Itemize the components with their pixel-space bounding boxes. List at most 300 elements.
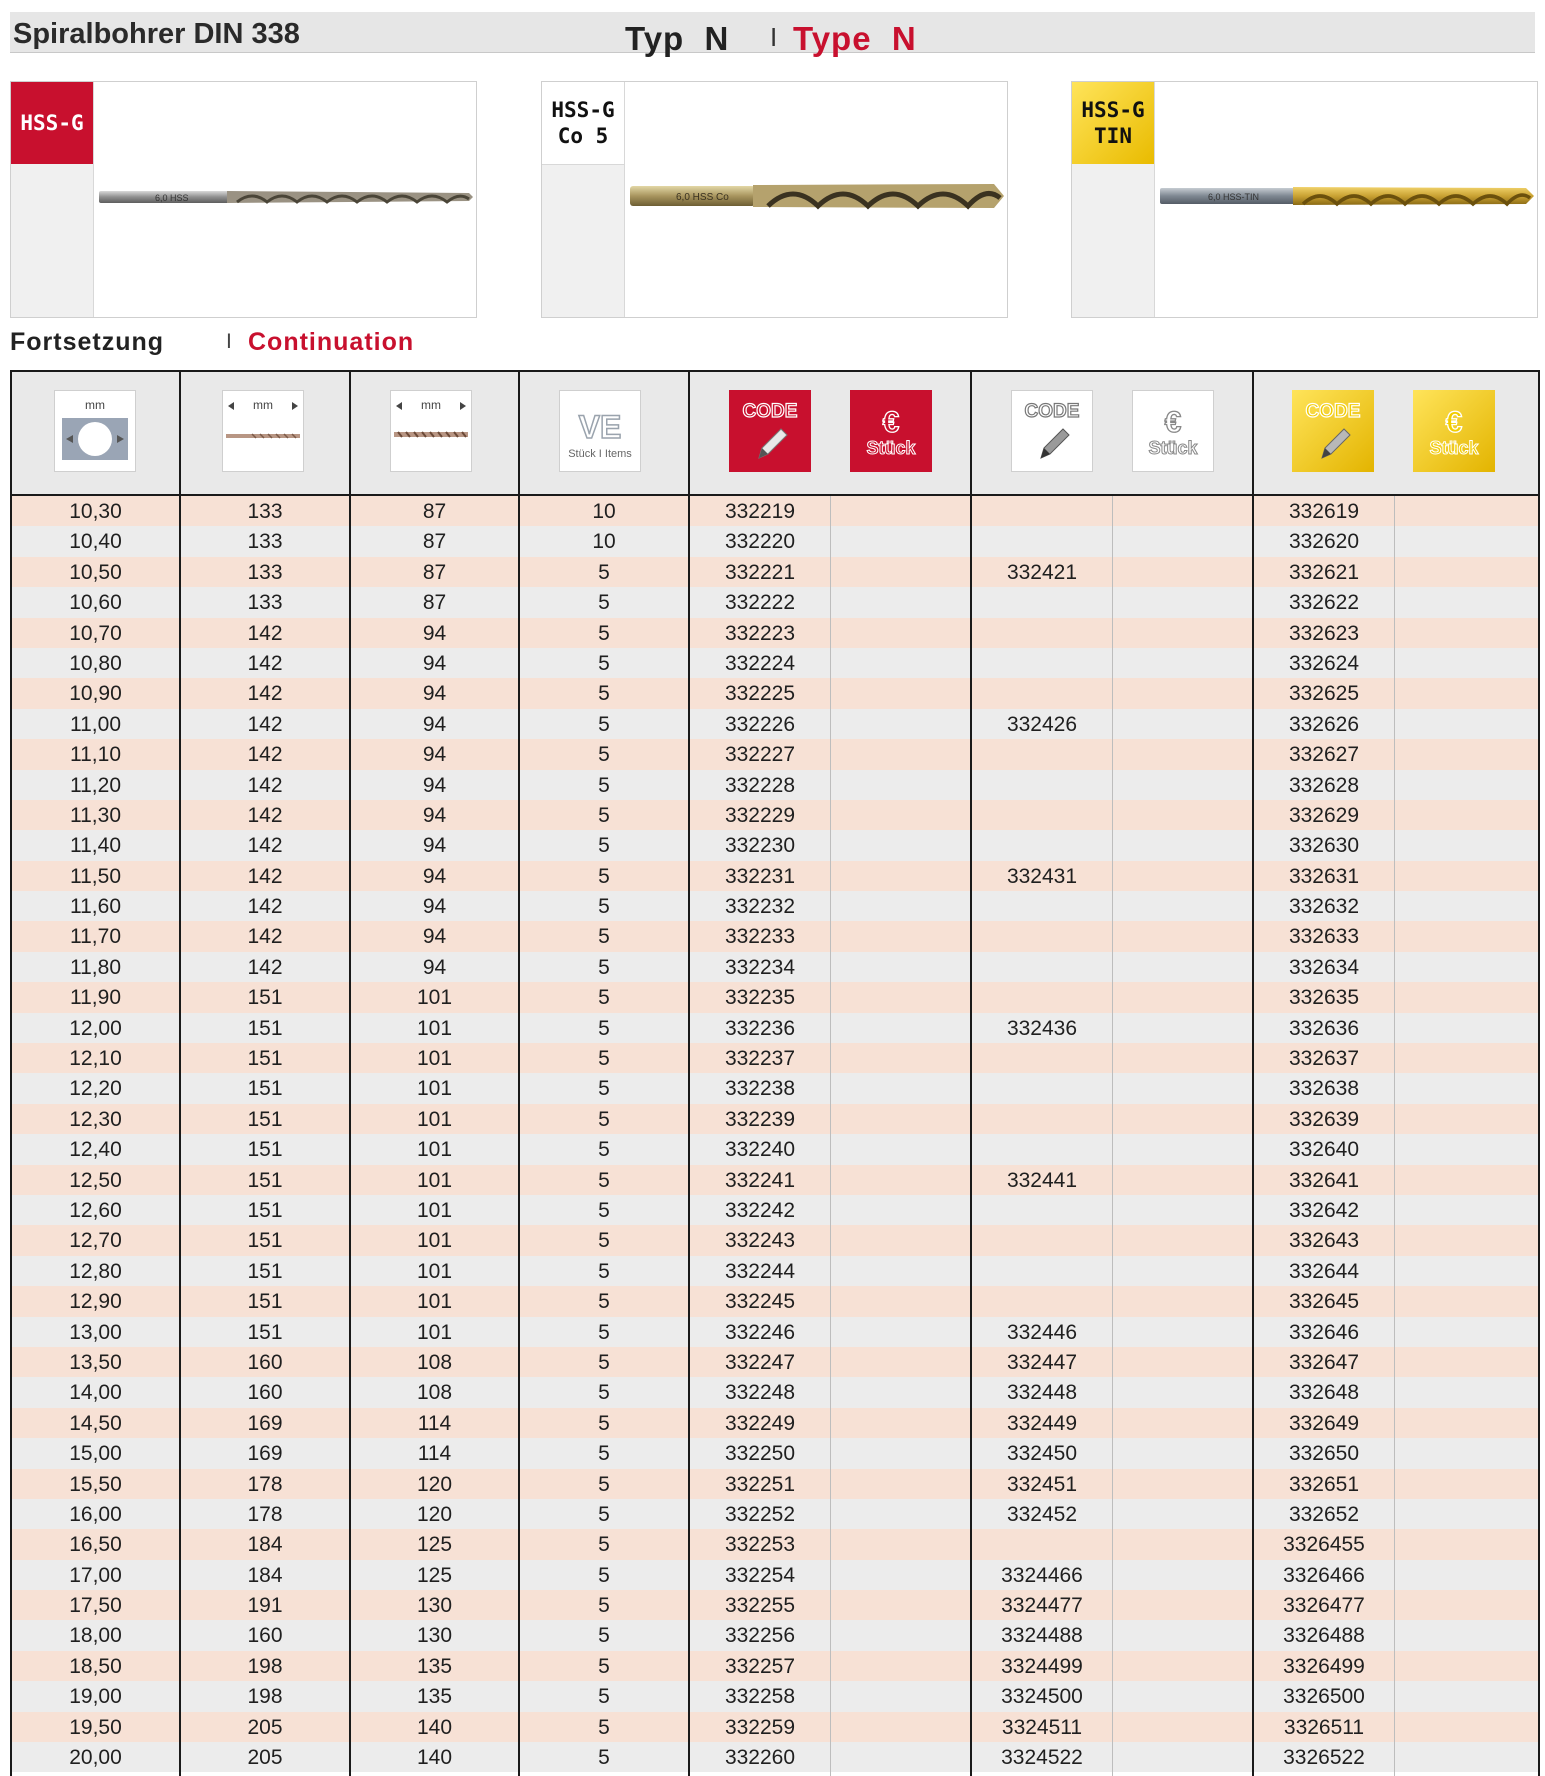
diameter-cell: 10,90 bbox=[69, 682, 122, 706]
code-hss-g-co5-cell: 3324511 bbox=[1001, 1715, 1083, 1739]
table-row bbox=[12, 678, 1538, 708]
diameter-cell: 11,50 bbox=[70, 864, 121, 888]
packing-unit-icon bbox=[559, 390, 641, 472]
code-hss-g-tin-cell: 3326466 bbox=[1283, 1563, 1365, 1587]
code-hss-g-tin-cell: 332628 bbox=[1288, 773, 1360, 797]
total-length-cell: 151 bbox=[247, 1077, 283, 1101]
total-length-cell: 133 bbox=[247, 591, 283, 615]
code-hss-g-tin-cell: 332645 bbox=[1288, 1290, 1360, 1314]
column-divider bbox=[688, 372, 690, 1776]
flute-length-cell: 94 bbox=[422, 803, 447, 827]
flute-length-cell: 94 bbox=[422, 773, 447, 797]
code-hss-g-co5-cell bbox=[972, 1195, 1112, 1225]
total-length-cell: 142 bbox=[247, 743, 283, 767]
packing-unit-cell: 5 bbox=[598, 1229, 610, 1253]
packing-unit-cell: 10 bbox=[592, 530, 616, 554]
table-row bbox=[12, 1256, 1538, 1286]
flute-length-cell: 101 bbox=[416, 1168, 453, 1192]
code-hss-g-tin-cell: 332647 bbox=[1288, 1350, 1360, 1374]
diameter-cell: 12,20 bbox=[69, 1077, 122, 1101]
code-hss-g-tin-cell: 332634 bbox=[1288, 955, 1360, 979]
code-hss-g-co5-cell bbox=[972, 1529, 1112, 1559]
packing-unit-cell: 5 bbox=[598, 1502, 610, 1526]
drill-bit-image bbox=[628, 176, 1004, 216]
flute-length-cell: 135 bbox=[416, 1685, 453, 1709]
code-hss-g-tin-cell: 3326511 bbox=[1283, 1715, 1365, 1739]
code-hss-g-co5-cell: 3324500 bbox=[1001, 1685, 1083, 1709]
flute-length-cell: 120 bbox=[416, 1472, 453, 1496]
badge-label-line2: TIN bbox=[1094, 124, 1132, 148]
drill-engraving: 6,0 HSS bbox=[155, 193, 189, 203]
code-hss-g-tin-cell: 332627 bbox=[1288, 743, 1360, 767]
diameter-cell: 17,50 bbox=[69, 1594, 122, 1618]
table-row bbox=[12, 739, 1538, 769]
diameter-cell: 18,00 bbox=[69, 1624, 122, 1648]
drill-engraving: 6,0 HSS-TIN bbox=[1208, 192, 1260, 202]
code-hss-g-tin-cell: 3326522 bbox=[1283, 1746, 1365, 1770]
flute-length-cell: 94 bbox=[422, 682, 447, 706]
table-row bbox=[12, 1104, 1538, 1134]
total-length-cell: 178 bbox=[247, 1472, 283, 1496]
code-hss-g-co5-cell bbox=[972, 830, 1112, 860]
material-badge bbox=[11, 82, 93, 164]
diameter-cell: 12,70 bbox=[69, 1229, 122, 1253]
packing-unit-cell: 5 bbox=[598, 834, 610, 858]
code-hss-g-cell: 332237 bbox=[724, 1047, 796, 1071]
material-badge bbox=[1072, 82, 1154, 164]
code-hss-g-cell: 332240 bbox=[724, 1138, 796, 1162]
table-row bbox=[12, 1408, 1538, 1438]
diameter-cell: 11,80 bbox=[70, 955, 121, 979]
total-length-cell: 151 bbox=[247, 1107, 283, 1131]
code-hss-g-co5-cell bbox=[972, 921, 1112, 951]
total-length-cell: 142 bbox=[247, 895, 283, 919]
code-hss-g-cell: 332247 bbox=[724, 1350, 796, 1374]
table-row bbox=[12, 1469, 1538, 1499]
total-length-cell: 205 bbox=[247, 1746, 283, 1770]
total-length-cell: 198 bbox=[247, 1654, 283, 1678]
total-length-cell: 151 bbox=[247, 1016, 283, 1040]
flute-length-cell: 94 bbox=[422, 621, 447, 645]
code-gold-icon bbox=[1292, 390, 1374, 472]
packing-unit-cell: 5 bbox=[598, 1107, 610, 1131]
code-hss-g-co5-cell bbox=[972, 1104, 1112, 1134]
total-length-cell: 142 bbox=[247, 651, 283, 675]
table-row bbox=[12, 1195, 1538, 1225]
total-length-cell: 142 bbox=[247, 621, 283, 645]
code-hss-g-cell: 332222 bbox=[724, 591, 796, 615]
column-divider bbox=[179, 372, 181, 1776]
flute-length-cell: 94 bbox=[422, 651, 447, 675]
code-hss-g-cell: 332223 bbox=[724, 621, 796, 645]
continuation-label-de: Fortsetzung bbox=[10, 328, 165, 356]
total-length-cell: 133 bbox=[247, 560, 283, 584]
flute-length-cell: 114 bbox=[417, 1442, 452, 1466]
flute-length-cell: 125 bbox=[416, 1533, 453, 1557]
code-hss-g-cell: 332256 bbox=[724, 1624, 796, 1648]
flute-length-cell: 94 bbox=[422, 925, 447, 949]
flute-length-cell: 101 bbox=[416, 1290, 453, 1314]
diameter-cell: 12,10 bbox=[69, 1047, 122, 1071]
flute-length-cell: 101 bbox=[416, 1259, 453, 1283]
total-length-cell: 142 bbox=[247, 712, 283, 736]
table-header-row bbox=[12, 372, 1538, 496]
code-hss-g-tin-cell: 332638 bbox=[1288, 1077, 1360, 1101]
length-unit: mm bbox=[253, 398, 273, 412]
badge-label-line1: HSS-G bbox=[1081, 98, 1145, 122]
flute-length-cell: 108 bbox=[416, 1381, 453, 1405]
table-row bbox=[12, 770, 1538, 800]
code-red-icon bbox=[729, 390, 811, 472]
subcolumn-divider bbox=[830, 496, 831, 1776]
flute-length-cell: 94 bbox=[422, 712, 447, 736]
packing-unit-cell: 5 bbox=[598, 1594, 610, 1618]
table-row bbox=[12, 1317, 1538, 1347]
table-row bbox=[12, 557, 1538, 587]
code-hss-g-co5-cell bbox=[972, 982, 1112, 1012]
price-label: Stück bbox=[866, 438, 916, 458]
subcolumn-divider bbox=[1112, 496, 1113, 1776]
flute-length-cell: 101 bbox=[416, 1016, 453, 1040]
code-hss-g-cell: 332220 bbox=[724, 530, 796, 554]
code-hss-g-cell: 332251 bbox=[724, 1472, 796, 1496]
code-hss-g-tin-cell: 332630 bbox=[1288, 834, 1360, 858]
flute-length-cell: 120 bbox=[416, 1502, 453, 1526]
code-hss-g-co5-cell: 332431 bbox=[1006, 864, 1078, 888]
product-table bbox=[10, 370, 1540, 1776]
code-hss-g-cell: 332255 bbox=[724, 1594, 796, 1618]
table-row bbox=[12, 1013, 1538, 1043]
total-length-cell: 142 bbox=[247, 803, 283, 827]
packing-unit-cell: 5 bbox=[598, 1563, 610, 1587]
code-hss-g-cell: 332221 bbox=[724, 560, 796, 584]
total-length-cell: 205 bbox=[247, 1715, 283, 1739]
diameter-cell: 16,50 bbox=[69, 1533, 122, 1557]
code-hss-g-tin-cell: 332640 bbox=[1288, 1138, 1360, 1162]
code-hss-g-cell: 332230 bbox=[724, 834, 796, 858]
packing-unit-cell: 5 bbox=[598, 895, 610, 919]
code-hss-g-co5-cell: 332450 bbox=[1006, 1442, 1078, 1466]
code-hss-g-tin-cell: 332652 bbox=[1288, 1502, 1360, 1526]
price-red-icon bbox=[850, 390, 932, 472]
flute-length-cell: 87 bbox=[422, 500, 447, 523]
diameter-cell: 15,00 bbox=[69, 1442, 122, 1466]
packing-unit-cell: 5 bbox=[598, 1685, 610, 1709]
code-hss-g-cell: 332239 bbox=[724, 1107, 796, 1131]
code-hss-g-cell: 332232 bbox=[724, 895, 796, 919]
page-title: Spiralbohrer DIN 338 bbox=[13, 18, 300, 50]
type-separator: I bbox=[770, 22, 778, 52]
table-row bbox=[12, 982, 1538, 1012]
flute-length-cell: 114 bbox=[417, 1411, 452, 1435]
code-hss-g-cell: 332250 bbox=[724, 1442, 796, 1466]
diameter-cell: 11,10 bbox=[70, 743, 121, 767]
product-card-hss-g-tin bbox=[1071, 81, 1538, 318]
packing-unit-cell: 5 bbox=[598, 1746, 610, 1770]
continuation-label-en: Continuation bbox=[248, 328, 415, 356]
continuation-separator: I bbox=[226, 330, 232, 353]
flute-length-cell: 125 bbox=[416, 1563, 453, 1587]
code-hss-g-co5-cell bbox=[972, 770, 1112, 800]
code-hss-g-cell: 332244 bbox=[724, 1259, 796, 1283]
code-hss-g-cell: 332242 bbox=[724, 1198, 796, 1222]
total-length-cell: 169 bbox=[247, 1442, 283, 1466]
total-length-cell: 178 bbox=[247, 1502, 283, 1526]
total-length-cell: 169 bbox=[247, 1411, 283, 1435]
code-hss-g-cell: 332252 bbox=[724, 1502, 796, 1526]
total-length-icon bbox=[222, 390, 304, 472]
code-hss-g-cell: 332259 bbox=[724, 1715, 796, 1739]
flute-length-cell: 140 bbox=[416, 1746, 453, 1770]
flute-length-cell: 94 bbox=[422, 743, 447, 767]
table-row bbox=[12, 952, 1538, 982]
code-hss-g-cell: 332257 bbox=[724, 1654, 796, 1678]
code-hss-g-co5-cell: 332446 bbox=[1006, 1320, 1078, 1344]
diameter-cell: 13,50 bbox=[69, 1350, 122, 1374]
price-label: Stück bbox=[1429, 438, 1479, 458]
packing-unit-cell: 5 bbox=[598, 743, 610, 767]
code-hss-g-co5-cell: 332449 bbox=[1006, 1411, 1078, 1435]
price-white-icon bbox=[1132, 390, 1214, 472]
packing-unit-cell: 5 bbox=[598, 1077, 610, 1101]
diameter-cell: 10,80 bbox=[69, 651, 122, 675]
code-hss-g-cell: 332233 bbox=[724, 925, 796, 949]
code-hss-g-cell: 332243 bbox=[724, 1229, 796, 1253]
code-hss-g-cell: 332253 bbox=[724, 1533, 796, 1557]
flute-length-cell: 94 bbox=[422, 864, 447, 888]
packing-unit-cell: 5 bbox=[598, 955, 610, 979]
code-hss-g-co5-cell bbox=[972, 1134, 1112, 1164]
code-hss-g-co5-cell bbox=[972, 1073, 1112, 1103]
diameter-cell: 12,90 bbox=[69, 1290, 122, 1314]
badge-label-line1: HSS-G bbox=[551, 98, 615, 122]
code-hss-g-tin-cell: 332621 bbox=[1288, 560, 1360, 584]
flute-length-cell: 101 bbox=[416, 1138, 453, 1162]
code-hss-g-co5-cell bbox=[972, 1043, 1112, 1073]
table-body bbox=[12, 496, 1538, 1772]
code-hss-g-cell: 332249 bbox=[724, 1411, 796, 1435]
table-row bbox=[12, 1651, 1538, 1681]
diameter-cell: 19,00 bbox=[69, 1685, 122, 1709]
packing-unit-cell: 5 bbox=[598, 1259, 610, 1283]
code-hss-g-co5-cell bbox=[972, 526, 1112, 556]
code-hss-g-cell: 332246 bbox=[724, 1320, 796, 1344]
packing-unit-cell: 5 bbox=[598, 986, 610, 1010]
table-row bbox=[12, 1347, 1538, 1377]
diameter-cell: 18,50 bbox=[69, 1654, 122, 1678]
diameter-unit: mm bbox=[85, 398, 105, 412]
column-divider bbox=[970, 372, 972, 1776]
packing-unit-cell: 5 bbox=[598, 712, 610, 736]
total-length-cell: 142 bbox=[247, 864, 283, 888]
diameter-cell: 17,00 bbox=[69, 1563, 122, 1587]
table-row bbox=[12, 830, 1538, 860]
total-length-cell: 151 bbox=[247, 1320, 283, 1344]
total-length-cell: 142 bbox=[247, 925, 283, 949]
table-row bbox=[12, 1286, 1538, 1316]
diameter-cell: 12,50 bbox=[69, 1168, 122, 1192]
code-hss-g-tin-cell: 332649 bbox=[1288, 1411, 1360, 1435]
code-label: CODE bbox=[742, 401, 798, 422]
diameter-cell: 12,60 bbox=[69, 1198, 122, 1222]
price-symbol: € bbox=[1445, 406, 1463, 439]
code-hss-g-cell: 332254 bbox=[724, 1563, 796, 1587]
table-row bbox=[12, 1073, 1538, 1103]
code-hss-g-tin-cell: 332641 bbox=[1288, 1168, 1360, 1192]
code-hss-g-cell: 332226 bbox=[724, 712, 796, 736]
code-hss-g-tin-cell: 332637 bbox=[1288, 1047, 1360, 1071]
code-hss-g-tin-cell: 332633 bbox=[1288, 925, 1360, 949]
drill-bit-image bbox=[1158, 180, 1534, 212]
diameter-cell: 11,20 bbox=[70, 773, 121, 797]
code-hss-g-tin-cell: 332643 bbox=[1288, 1229, 1360, 1253]
total-length-cell: 142 bbox=[247, 834, 283, 858]
product-card-hss-g-co5 bbox=[541, 81, 1008, 318]
total-length-cell: 151 bbox=[247, 986, 283, 1010]
packing-unit-cell: 5 bbox=[598, 1138, 610, 1162]
code-hss-g-co5-cell: 332447 bbox=[1006, 1350, 1078, 1374]
flute-unit: mm bbox=[421, 398, 441, 412]
flute-length-cell: 101 bbox=[416, 1198, 453, 1222]
table-row bbox=[12, 1590, 1538, 1620]
total-length-cell: 151 bbox=[247, 1259, 283, 1283]
diameter-cell: 11,40 bbox=[70, 834, 121, 858]
table-row bbox=[12, 1499, 1538, 1529]
code-hss-g-cell: 332228 bbox=[724, 773, 796, 797]
code-hss-g-tin-cell: 332626 bbox=[1288, 712, 1360, 736]
code-hss-g-tin-cell: 3326499 bbox=[1283, 1654, 1365, 1678]
table-row bbox=[12, 891, 1538, 921]
column-divider bbox=[349, 372, 351, 1776]
flute-length-cell: 108 bbox=[416, 1350, 453, 1374]
diameter-cell: 12,30 bbox=[69, 1107, 122, 1131]
packing-unit-cell: 5 bbox=[598, 1168, 610, 1192]
code-hss-g-tin-cell: 3326488 bbox=[1283, 1624, 1365, 1648]
code-hss-g-co5-cell: 3324522 bbox=[1001, 1746, 1083, 1770]
total-length-cell: 191 bbox=[247, 1594, 283, 1618]
diameter-cell: 19,50 bbox=[69, 1715, 122, 1739]
packing-unit-cell: 5 bbox=[598, 864, 610, 888]
packing-unit-cell: 5 bbox=[598, 1350, 610, 1374]
diameter-cell: 15,50 bbox=[69, 1472, 122, 1496]
packing-unit-cell: 5 bbox=[598, 1442, 610, 1466]
table-row bbox=[12, 496, 1538, 526]
code-hss-g-tin-cell: 332622 bbox=[1288, 591, 1360, 615]
code-hss-g-co5-cell bbox=[972, 739, 1112, 769]
total-length-cell: 151 bbox=[247, 1168, 283, 1192]
packing-unit-cell: 5 bbox=[598, 1715, 610, 1739]
diameter-cell: 11,60 bbox=[70, 895, 121, 919]
packing-unit-cell: 5 bbox=[598, 591, 610, 615]
code-hss-g-cell: 332231 bbox=[724, 864, 796, 888]
total-length-cell: 198 bbox=[247, 1685, 283, 1709]
flute-length-icon bbox=[390, 390, 472, 472]
code-hss-g-co5-cell bbox=[972, 618, 1112, 648]
code-hss-g-cell: 332238 bbox=[724, 1077, 796, 1101]
code-hss-g-co5-cell bbox=[972, 1256, 1112, 1286]
table-row bbox=[12, 1712, 1538, 1742]
table-row bbox=[12, 1225, 1538, 1255]
table-row bbox=[12, 1620, 1538, 1650]
flute-length-cell: 130 bbox=[416, 1594, 453, 1618]
total-length-cell: 151 bbox=[247, 1290, 283, 1314]
flute-length-cell: 101 bbox=[416, 1229, 453, 1253]
code-white-icon bbox=[1011, 390, 1093, 472]
code-hss-g-co5-cell bbox=[972, 800, 1112, 830]
flute-length-cell: 94 bbox=[422, 895, 447, 919]
code-hss-g-tin-cell: 332623 bbox=[1288, 621, 1360, 645]
diameter-cell: 20,00 bbox=[69, 1746, 122, 1770]
code-hss-g-co5-cell bbox=[972, 496, 1112, 526]
table-row bbox=[12, 1165, 1538, 1195]
table-row bbox=[12, 526, 1538, 556]
diameter-cell: 11,90 bbox=[70, 986, 121, 1010]
material-badge bbox=[542, 82, 624, 165]
diameter-cell: 10,50 bbox=[69, 560, 122, 584]
diameter-cell: 10,40 bbox=[69, 530, 122, 554]
packing-unit-cell: 5 bbox=[598, 621, 610, 645]
flute-length-cell: 101 bbox=[416, 1320, 453, 1344]
table-row bbox=[12, 618, 1538, 648]
code-hss-g-cell: 332219 bbox=[724, 500, 796, 523]
code-hss-g-cell: 332227 bbox=[724, 743, 796, 767]
flute-length-cell: 101 bbox=[416, 986, 453, 1010]
code-hss-g-tin-cell: 332635 bbox=[1288, 986, 1360, 1010]
diameter-cell: 12,40 bbox=[69, 1138, 122, 1162]
packing-unit-cell: 5 bbox=[598, 1047, 610, 1071]
flute-length-cell: 87 bbox=[422, 591, 447, 615]
total-length-cell: 133 bbox=[247, 500, 283, 523]
flute-length-cell: 87 bbox=[422, 530, 447, 554]
total-length-cell: 142 bbox=[247, 682, 283, 706]
flute-length-cell: 87 bbox=[422, 560, 447, 584]
code-hss-g-cell: 332225 bbox=[724, 682, 796, 706]
column-divider bbox=[1252, 372, 1254, 1776]
code-hss-g-tin-cell: 332639 bbox=[1288, 1107, 1360, 1131]
code-label: CODE bbox=[1305, 401, 1361, 422]
packing-unit-cell: 5 bbox=[598, 773, 610, 797]
code-hss-g-tin-cell: 3326477 bbox=[1283, 1594, 1365, 1618]
diameter-cell: 12,00 bbox=[69, 1016, 122, 1040]
code-hss-g-co5-cell: 332441 bbox=[1006, 1168, 1078, 1192]
table-row bbox=[12, 1134, 1538, 1164]
ve-sublabel: Stück I Items bbox=[568, 448, 632, 460]
table-row bbox=[12, 1438, 1538, 1468]
code-hss-g-tin-cell: 332632 bbox=[1288, 895, 1360, 919]
badge-label-line2: Co 5 bbox=[557, 124, 609, 148]
total-length-cell: 160 bbox=[247, 1350, 283, 1374]
code-hss-g-cell: 332235 bbox=[724, 986, 796, 1010]
packing-unit-cell: 5 bbox=[598, 1533, 610, 1557]
packing-unit-cell: 10 bbox=[592, 500, 616, 523]
product-card-hss-g bbox=[10, 81, 477, 318]
code-hss-g-tin-cell: 332646 bbox=[1288, 1320, 1360, 1344]
total-length-cell: 160 bbox=[247, 1381, 283, 1405]
packing-unit-cell: 5 bbox=[598, 1290, 610, 1314]
flute-length-cell: 101 bbox=[416, 1047, 453, 1071]
code-hss-g-tin-cell: 332644 bbox=[1288, 1259, 1360, 1283]
total-length-cell: 151 bbox=[247, 1047, 283, 1071]
total-length-cell: 151 bbox=[247, 1229, 283, 1253]
code-hss-g-co5-cell: 332451 bbox=[1006, 1472, 1078, 1496]
flute-length-cell: 130 bbox=[416, 1624, 453, 1648]
code-hss-g-co5-cell bbox=[972, 648, 1112, 678]
code-hss-g-co5-cell: 332426 bbox=[1006, 712, 1078, 736]
code-hss-g-co5-cell bbox=[972, 587, 1112, 617]
price-label: Stück bbox=[1148, 438, 1198, 458]
diameter-cell: 11,30 bbox=[70, 803, 121, 827]
packing-unit-cell: 5 bbox=[598, 1472, 610, 1496]
